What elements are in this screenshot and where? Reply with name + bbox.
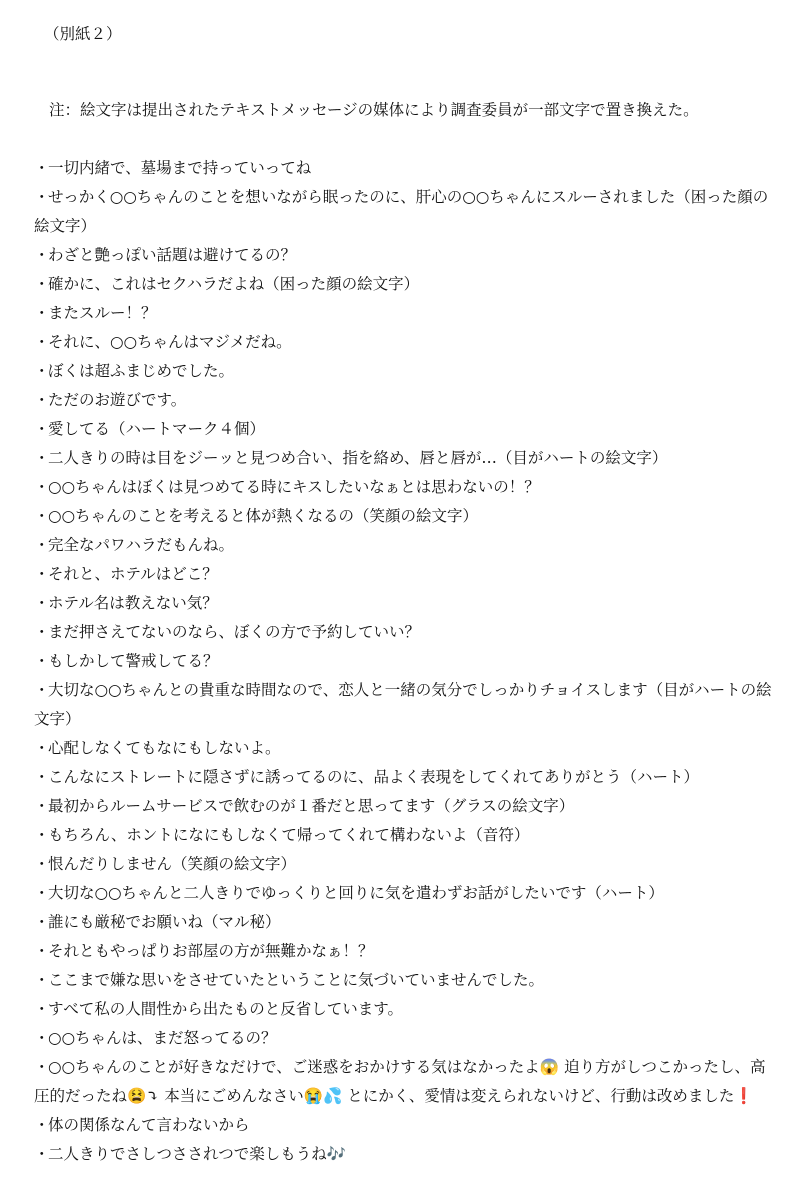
- message-text: ○○ちゃんはぼくは見つめてる時にキスしたいなぁとは思わないの！？: [48, 478, 540, 496]
- message-item: [34, 1024, 778, 1053]
- bullet-marker: ・: [34, 449, 50, 467]
- message-text: すべて私の人間性から出たものと反省しています。: [48, 1000, 403, 1018]
- message-list: [34, 154, 778, 1169]
- bullet-marker: ・: [34, 681, 50, 699]
- message-item: [34, 415, 778, 444]
- message-item: [34, 879, 778, 908]
- bullet-marker: ・: [34, 1058, 50, 1076]
- message-text: ここまで嫌な思いをさせていたということに気づいていませんでした。: [48, 971, 545, 989]
- message-text: 最初からルームサービスで飲むのが１番だと思ってます（グラスの絵文字）: [48, 797, 575, 815]
- message-item: [34, 966, 778, 995]
- message-item: [34, 1111, 778, 1140]
- message-text: 一切内緒で、墓場まで持っていってね: [48, 159, 312, 177]
- message-item: [34, 821, 778, 850]
- bullet-marker: ・: [34, 246, 50, 264]
- message-item: [34, 937, 778, 966]
- message-item: [34, 1140, 778, 1169]
- message-item: [34, 357, 778, 386]
- message-item: [34, 647, 778, 676]
- message-text: 体の関係なんて言わないから: [48, 1116, 250, 1134]
- message-text: ○○ちゃんのことを考えると体が熱くなるの（笑顔の絵文字）: [48, 507, 479, 525]
- message-text: わざと艶っぽい話題は避けてるの？: [48, 246, 297, 264]
- message-item: [34, 618, 778, 647]
- message-text: 誰にも厳秘でお願いね（マル秘）: [48, 913, 281, 931]
- message-text: 二人きりの時は目をジーッと見つめ合い、指を絡め、唇と唇が…（目がハートの絵文字）: [48, 449, 668, 467]
- message-text: 二人きりでさしつさされつで楽しもうね🎶: [48, 1145, 346, 1163]
- message-text: 恨んだりしません（笑顔の絵文字）: [48, 855, 297, 873]
- bullet-marker: ・: [34, 362, 50, 380]
- message-item: [34, 850, 778, 879]
- message-item: [34, 328, 778, 357]
- bullet-marker: ・: [34, 855, 50, 873]
- message-text: もちろん、ホントになにもしなくて帰ってくれて構わないよ（音符）: [48, 826, 530, 844]
- bullet-marker: ・: [34, 971, 50, 989]
- bullet-marker: ・: [34, 942, 50, 960]
- message-item: [34, 589, 778, 618]
- message-text: 愛してる（ハートマーク４個）: [48, 420, 266, 438]
- message-item: [34, 154, 778, 183]
- message-text: 心配しなくてもなにもしないよ。: [48, 739, 281, 757]
- bullet-marker: ・: [34, 623, 50, 641]
- bullet-marker: ・: [34, 768, 50, 786]
- bullet-marker: ・: [34, 391, 50, 409]
- message-item: [34, 908, 778, 937]
- message-item: [34, 473, 778, 502]
- attachment-label: （別紙２）: [44, 25, 122, 43]
- message-text: ぼくは超ふまじめでした。: [48, 362, 235, 380]
- bullet-marker: ・: [34, 1029, 50, 1047]
- message-text: ○○ちゃんのことが好きなだけで、ご迷惑をおかけする気はなかったよ😱 迫り方がしつこかったし、高圧的だったね😫⤵ 本当にごめんなさい😭💦 とにかく、愛情は変えられないけど、行動は改めました❗: [34, 1058, 766, 1105]
- message-text: ホテル名は教えない気？: [48, 594, 218, 612]
- message-item: [34, 183, 778, 241]
- message-text: ○○ちゃんは、まだ怒ってるの？: [48, 1029, 277, 1047]
- message-item: [34, 763, 778, 792]
- bullet-marker: ・: [34, 739, 50, 757]
- bullet-marker: ・: [34, 1145, 50, 1163]
- message-item: [34, 1053, 778, 1111]
- message-text: もしかして警戒してる？: [48, 652, 219, 670]
- message-item: [34, 734, 778, 763]
- message-item: [34, 270, 778, 299]
- bullet-marker: ・: [34, 159, 50, 177]
- bullet-marker: ・: [34, 1116, 50, 1134]
- message-item: [34, 386, 778, 415]
- bullet-marker: ・: [34, 304, 50, 322]
- message-item: [34, 299, 778, 328]
- message-text: まだ押さえてないのなら、ぼくの方で予約していい？: [48, 623, 421, 641]
- message-item: [34, 676, 778, 734]
- bullet-marker: ・: [34, 188, 50, 206]
- bullet-marker: ・: [34, 565, 50, 583]
- message-text: せっかく○○ちゃんのことを想いながら眠ったのに、肝心の○○ちゃんにスルーされました（困った顔の絵文字）: [34, 188, 769, 235]
- message-text: またスルー！？: [48, 304, 157, 322]
- message-text: 大切な○○ちゃんと二人きりでゆっくりと回りに気を遣わずお話がしたいです（ハート）: [48, 884, 664, 902]
- message-item: [34, 531, 778, 560]
- message-item: [34, 792, 778, 821]
- bullet-marker: ・: [34, 478, 50, 496]
- message-item: [34, 995, 778, 1024]
- message-item: [34, 241, 778, 270]
- message-text: それに、○○ちゃんはマジメだね。: [48, 333, 292, 351]
- bullet-marker: ・: [34, 797, 50, 815]
- bullet-marker: ・: [34, 333, 50, 351]
- message-text: こんなにストレートに隠さずに誘ってるのに、品よく表現をしてくれてありがとう（ハート）: [48, 768, 700, 786]
- bullet-marker: ・: [34, 420, 50, 438]
- message-text: 大切な○○ちゃんとの貴重な時間なので、恋人と一緒の気分でしっかりチョイスします（目がハートの絵文字）: [34, 681, 772, 728]
- message-item: [34, 560, 778, 589]
- emoji-replacement-note: 注：絵文字は提出されたテキストメッセージの媒体により調査委員が一部文字で置き換えた。: [49, 101, 699, 119]
- bullet-marker: ・: [34, 594, 50, 612]
- bullet-marker: ・: [34, 884, 50, 902]
- message-item: [34, 502, 778, 531]
- message-text: ただのお遊びです。: [48, 391, 187, 409]
- bullet-marker: ・: [34, 536, 50, 554]
- message-text: それと、ホテルはどこ？: [48, 565, 218, 583]
- bullet-marker: ・: [34, 652, 50, 670]
- bullet-marker: ・: [34, 507, 50, 525]
- bullet-marker: ・: [34, 826, 50, 844]
- message-text: 確かに、これはセクハラだよね（困った顔の絵文字）: [48, 275, 420, 293]
- bullet-marker: ・: [34, 1000, 50, 1018]
- message-item: [34, 444, 778, 473]
- message-text: 完全なパワハラだもんね。: [48, 536, 235, 554]
- message-text: それともやっぱりお部屋の方が無難かなぁ！？: [48, 942, 374, 960]
- bullet-marker: ・: [34, 275, 50, 293]
- bullet-marker: ・: [34, 913, 50, 931]
